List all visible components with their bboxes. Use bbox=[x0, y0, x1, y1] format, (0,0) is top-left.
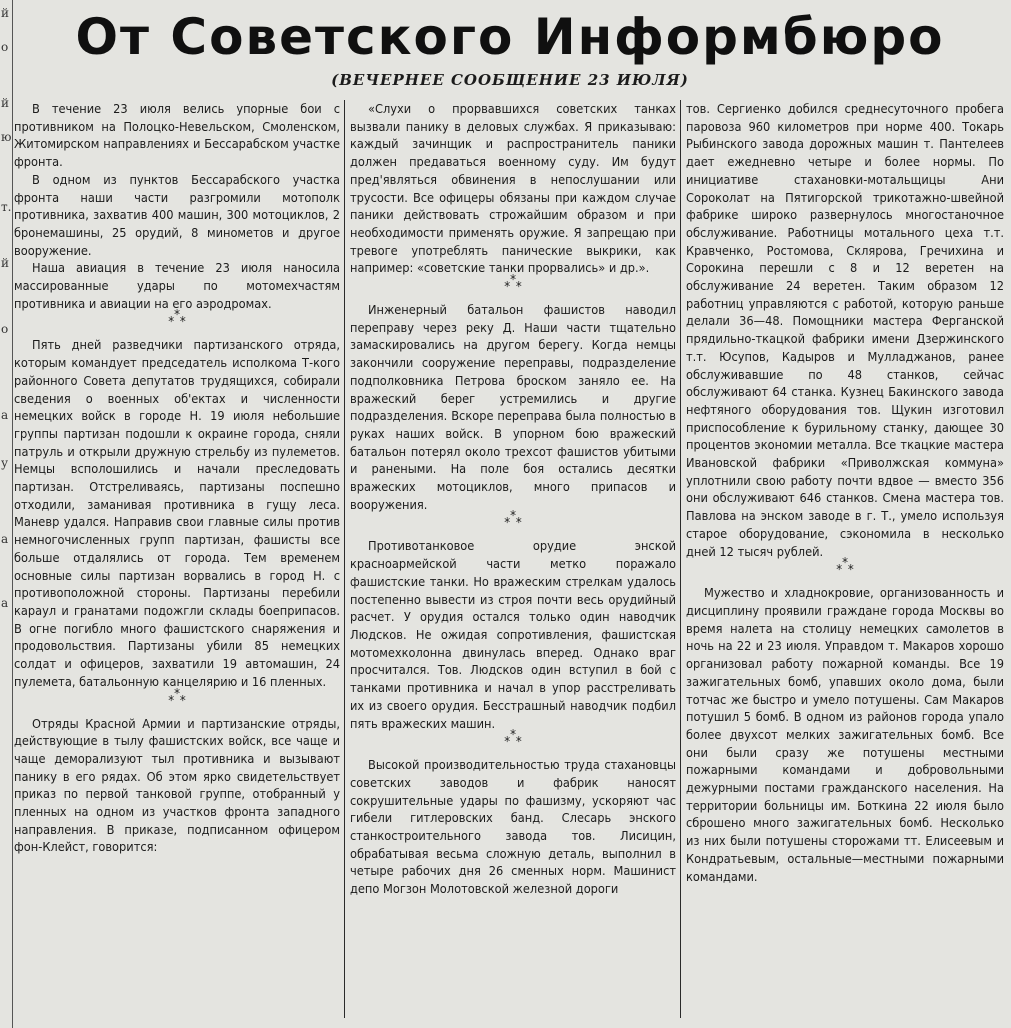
margin-mark: й bbox=[1, 6, 9, 20]
margin-mark: а bbox=[1, 408, 9, 422]
paragraph-aviation: Наша авиация в течение 23 июля наносила массированные удары по мотомехчастям противника и авиации на его аэродромах. bbox=[14, 260, 340, 311]
column-1 bbox=[14, 100, 340, 1022]
paragraph-bessarabia: В одном из пунктов Бессарабского участка фронта наши части разгромили мотополк противника, захватив 400 машин, 300 мотоциклов, 2 бронемашины, 25 орудий, 8 минометов и другое вооружение. bbox=[14, 171, 340, 258]
paragraph-order-quote: «Слухи о прорвавшихся советских танках вызвали панику в деловых службах. Я приказываю: каждый зачинщик и распространитель паники должен предаваться военному суду. Им будут пред'являться обвинения в непослушании или трусости. Все офицеры обязаны при каждом случае паники действовать строжайшим образом и при необходимости применять оружие. Я запрещаю при тревоге употреблять панические выкрики, как например: «советские танки прорвались» и др.». bbox=[350, 101, 676, 276]
margin-mark: а bbox=[1, 532, 9, 546]
column-2 bbox=[350, 100, 676, 1022]
column-divider bbox=[344, 100, 345, 1018]
separator-stars: *** bbox=[504, 509, 522, 532]
paragraph-partisans: Пять дней разведчики партизанского отряда, которым командует председатель исполкома Т-кого районного Совета депутатов трудящихся, собирали сведения о военных об'ектах и численности немецких войск в городе Н. 19 июля небольшие группы партизан подошли к окраине города, сняли патруль и открыли дружную стрельбу из пулеметов. Немцы всполошились и начали преследовать партизан. Отстреливаясь, партизаны поспешно отходили, заманивая противника в гущу леса. Маневр удался. Направив свои главные силы против немногочисленных групп партизан, фашисты все больше отдалялись от города. Тем временем основные силы партизан ворвались в город Н. с противоположной стороны. Партизаны перебили караул и гранатами подожгли склады боеприпасов. В огне погибло много фашистского снаряжения и продовольствия. Партизаны убили 85 немецких солдат и офицеров, захватили 19 автомашин, 24 пулемета, батальонную канцелярию и 16 пленных. bbox=[14, 337, 340, 689]
margin-mark: ю bbox=[1, 130, 12, 144]
column-3 bbox=[686, 100, 1004, 1022]
page-subtitle: (ВЕЧЕРНЕЕ СООБЩЕНИЕ 23 ИЮЛЯ) bbox=[331, 71, 689, 89]
paragraph-rear-panic: Отряды Красной Армии и партизанские отряды, действующие в тылу фашистских войск, все чаще и чаще деморализуют тыл противника и вызывают панику в его рядах. Об этом ярко свидетельствует приказ по первой танковой группе, отобранный у пленных на одном из участков фронта западного направления. В приказе, подписанном офицером фон-Клейст, говорится: bbox=[14, 715, 340, 855]
separator-stars: *** bbox=[504, 273, 522, 296]
page-title: От Советского Информбюро bbox=[75, 8, 945, 66]
margin-mark: о bbox=[1, 322, 9, 336]
paragraph-front-summary: В течение 23 июля велись упорные бои с противником на Полоцко-Невельском, Смоленском, Житомирском направлениях и Бессарабском участке фронта. bbox=[14, 101, 340, 170]
paragraph-antitank-gunner: Противотанковое орудие энской красноармейской части метко поражало фашистские танки. Но вражеским стрелкам удалось постепенно вывести из строя почти весь орудийный расчет. У орудия остался только один наводчик Людсков. Не ожидая сопротивления, фашистская мотомехколонна двинулась вперед. Однако враг просчитался. Тов. Людсков один вступил в бой с танками противника и начал в упор расстреливать их из своего орудия. Бесстрашный наводчик подбил пять вражеских машин. bbox=[350, 538, 676, 731]
paragraph-river-crossing: Инженерный батальон фашистов наводил переправу через реку Д. Наши части тщательно замаскировались на другом берегу. Когда немцы закончили сооружение переправы, подразделение подполковника Петрова броском заняло ее. На вражеский берег устремились и другие подразделения. Вскоре переправа была полностью в руках наших войск. В упорном бою вражеский батальон потерял около трехсот фашистов убитыми и ранеными. На поле боя остались десятки вражеских мотоциклов, много припасов и вооружения. bbox=[350, 302, 676, 512]
margin-mark: у bbox=[1, 456, 9, 470]
margin-mark: й bbox=[1, 256, 9, 270]
separator-stars: *** bbox=[504, 728, 522, 751]
separator-stars: *** bbox=[168, 308, 186, 331]
separator-stars: *** bbox=[836, 556, 854, 579]
margin-mark: а bbox=[1, 596, 9, 610]
separator-stars: *** bbox=[168, 686, 186, 709]
margin-mark: й bbox=[1, 96, 9, 110]
margin-mark: т. bbox=[1, 200, 12, 214]
paragraph-stakhanovites: Высокой производительностью труда стахановцы советских заводов и фабрик наносят сокрушительные удары по фашизму, ускоряют час гибели гитлеровских банд. Слесарь энского станкостроительного завода тов. Лисицин, обрабатывая весьма сложную деталь, выполнил в четыре рабочих дня 26 сменных норм. Машинист депо Могзон Молотовской железной дороги bbox=[350, 757, 676, 897]
margin-mark: о bbox=[1, 40, 9, 54]
paragraph-stakhanovites-continued: тов. Сергиенко добился среднесуточного пробега паровоза 960 километров при норме 400. Токарь Рыбинского завода дорожных машин т. Пантелеев дает ежедневно четыре и более нормы. По инициативе стахановки-мотальщицы Ани Сороколат на Пятигорской трикотажно-швейной фабрике широко развернулось многостаночное обслуживание. Работницы мотального цеха т.т. Кравченко, Ростомова, Склярова, Гречихина и Сорокина перешли с 8 и 12 веретен на обслуживание 24 веретен. Таким образом 12 работниц управляются с работой, которую раньше делали 36—48. Помощники мастера Ферганской прядильно-ткацкой фабрики имени Дзержинского т.т. Юсупов, Кадыров и Мулладжанов, ранее обслуживавшие по 48 станков, сейчас обслуживают 64 станка. Кузнец Бакинского завода нефтяного оборудования тов. Щукин изготовил приспособление к бурильному станку, дающее 30 процентов экономии металла. Все ткацкие мастера Ивановской фабрики «Приволжская коммуна» уплотнили свою работу почти вдвое — вместо 356 они обслуживают 646 станков. Смена мастера тов. Павлова на энском заводе в г. Т., умело используя старое оборудование, сэкономила в несколько дней 12 тысяч рублей. bbox=[686, 101, 1004, 559]
paragraph-moscow-air-raid: Мужество и хладнокровие, организованность и дисциплину проявили граждане города Москвы во время налета на столицу немецких самолетов в ночь на 22 и 23 июля. Управдом т. Макаров хорошо организовал работу пожарной команды. Все 19 зажигательных бомб, упавших около дома, были тотчас же быстро и умело потушены. Сам Макаров потушил 5 бомб. В одном из районов города упало более двухсот мелких зажигательных бомб. Все они были сразу же потушены местными пожарными командами и добровольными дежурными постами гражданского населения. На территории больницы им. Боткина 22 июля было сброшено много зажигательных бомб. Несколько из них были потушены сторожами тт. Елисеевым и Кондратьевым, остальные—местными пожарными командами. bbox=[686, 585, 1004, 884]
adjacent-column-edge bbox=[0, 0, 13, 1028]
column-divider bbox=[680, 100, 681, 1018]
